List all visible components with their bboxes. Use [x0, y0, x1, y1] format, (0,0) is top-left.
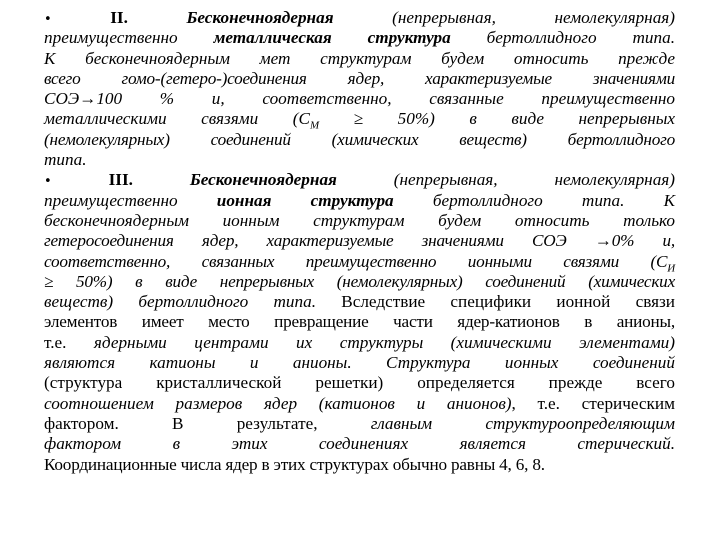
text-italic: (непрерывная, [392, 8, 496, 27]
text-italic: бертоллидного типа. [450, 28, 676, 48]
item-iii [44, 170, 675, 474]
line [44, 8, 675, 28]
text-regular: фактором. В результате, [44, 413, 371, 433]
item-number: III. [108, 170, 133, 190]
slide-text-body [44, 8, 675, 475]
line [44, 455, 675, 475]
text-italic: преимущественно [44, 190, 217, 210]
text-italic: К бесконечноядерным мет структурам будем относить прежде [44, 48, 675, 68]
bullet: • [44, 174, 52, 190]
line [44, 211, 675, 231]
line [44, 109, 675, 132]
text-italic: фактором в этих соединениях является стерический. [44, 434, 675, 454]
line [44, 49, 675, 69]
text-italic: (немолекулярных) соединений (химических веществ) бертоллидного [44, 129, 675, 149]
line [44, 170, 675, 190]
line [44, 434, 675, 454]
line [44, 28, 675, 48]
text-italic: (непрерывная, [393, 170, 498, 190]
text-italic: СОЭ→100 % и, соответственно, связанные преимущественно [44, 89, 675, 109]
line [44, 333, 675, 353]
line [44, 231, 675, 251]
text-italic: всего гомо-(гетеро-)соединения ядер, характеризуемые значениями [44, 68, 675, 88]
line [44, 414, 675, 434]
text-italic: соотношением размеров ядер (катионов и анионов) [44, 393, 512, 413]
text-italic: типа. [44, 150, 87, 170]
term-bold: Бесконечноядерная [189, 170, 337, 190]
item-number: II. [110, 8, 128, 27]
line [44, 353, 675, 373]
line [44, 252, 675, 272]
line [44, 292, 675, 312]
line [44, 394, 675, 414]
line [44, 312, 675, 332]
text-regular: Вследствие специфики ионной связи [316, 292, 675, 312]
text-italic: преимущественно [44, 28, 214, 48]
text-italic: соответственно, связанных преимущественно ионными связями (С [44, 251, 668, 271]
text-italic: веществ) бертоллидного типа. [44, 292, 317, 312]
line [44, 89, 675, 109]
text-italic: главным структуроопределяющим [370, 413, 675, 433]
term-bold: металлическая структура [213, 28, 451, 48]
text-italic: немолекулярная) [554, 8, 676, 27]
term-bold: Бесконечноядерная [186, 8, 334, 27]
text-regular: Координационные числа ядер в этих структурах обычно равны 4, 6, 8. [44, 454, 545, 474]
text-italic: ≥ 50%) в виде непрерывных (немолекулярных) соединений (химических [44, 271, 675, 291]
bullet: • [44, 12, 52, 27]
text-regular: элементов имеет место превращение части ядер-катионов в анионы, [44, 312, 675, 332]
text-italic: металлическими связями (С [44, 109, 310, 129]
subscript: М [309, 119, 320, 132]
item-ii [44, 8, 675, 170]
line [44, 373, 675, 393]
text-regular: (структура кристаллической решетки) определяется прежде всего [44, 373, 675, 393]
text-italic: бертоллидного типа. К [393, 190, 675, 210]
text-italic: ≥ 50%) в виде непрерывных [319, 109, 675, 129]
line [44, 272, 675, 292]
text-italic: гетеросоединения ядер, характеризуемые значениями СОЭ →0% и, [44, 231, 675, 251]
text-regular: т.е. [44, 332, 94, 352]
text-italic: бесконечноядерным ионным структурам будем относить только [44, 210, 675, 230]
text-regular: , т.е. стерическим [511, 393, 675, 413]
line [44, 69, 675, 89]
text-italic: являются катионы и анионы. Структура ионных соединений [44, 353, 675, 373]
subscript: И [667, 262, 675, 274]
term-bold: ионная структура [216, 190, 394, 210]
line [44, 150, 675, 170]
text-italic: немолекулярная) [554, 170, 676, 190]
line [44, 191, 675, 211]
text-italic: ядерными центрами их структуры (химическими элементами) [93, 332, 675, 352]
line [44, 130, 675, 150]
